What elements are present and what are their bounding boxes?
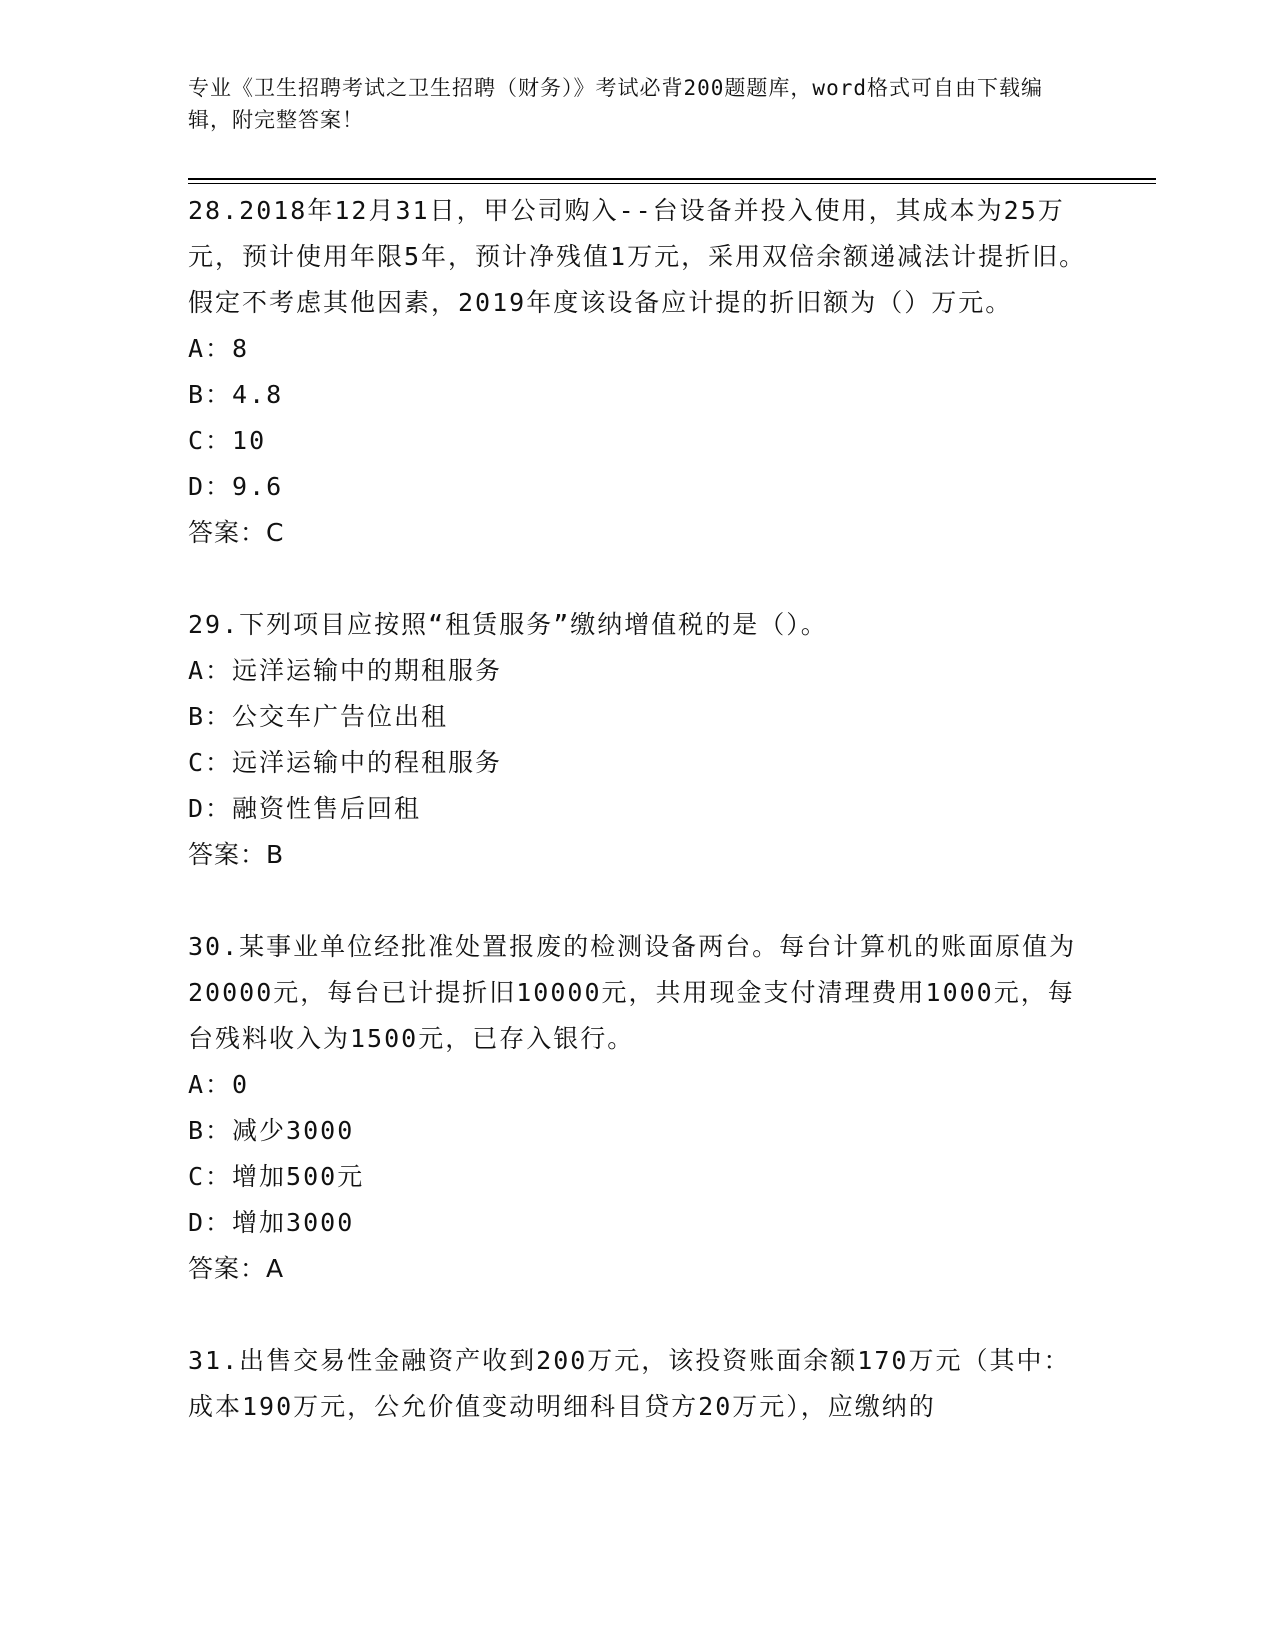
option-b: B：4.8: [188, 380, 284, 409]
spacer: [188, 556, 1088, 602]
option-a: A：0: [188, 1070, 250, 1099]
option-d: D：融资性售后回租: [188, 794, 422, 823]
question-list: [188, 188, 1088, 1430]
question-28: [188, 188, 1088, 556]
header-divider-thin: [188, 183, 1156, 184]
answer: 答案：B: [188, 840, 285, 869]
option-d: D：增加3000: [188, 1208, 355, 1237]
option-c: C：远洋运输中的程租服务: [188, 748, 503, 777]
option-b: B：公交车广告位出租: [188, 702, 449, 731]
question-stem: 29.下列项目应按照“租赁服务”缴纳增值税的是（）。: [188, 610, 828, 639]
option-a: A：8: [188, 334, 250, 363]
question-stem: 28.2018年12月31日，甲公司购入--台设备并投入使用，其成本为25万元，预计使用年限5年，预计净残值1万元，采用双倍余额递减法计提折旧。假定不考虑其他因素，2019年度该设备应计提的折旧额为（）万元。: [188, 196, 1087, 317]
question-31: [188, 1338, 1088, 1430]
answer: 答案：A: [188, 1254, 285, 1283]
option-a: A：远洋运输中的期租服务: [188, 656, 503, 685]
document-header: 专业《卫生招聘考试之卫生招聘（财务）》考试必背200题题库，word格式可自由下载编辑，附完整答案！: [188, 76, 1043, 132]
question-29: [188, 602, 1088, 878]
answer: 答案：C: [188, 518, 285, 547]
question-stem: 31.出售交易性金融资产收到200万元，该投资账面余额170万元（其中：成本190万元，公允价值变动明细科目贷方20万元），应缴纳的: [188, 1346, 1071, 1421]
question-stem: 30.某事业单位经批准处置报废的检测设备两台。每台计算机的账面原值为20000元，每台已计提折旧10000元，共用现金支付清理费用1000元，每台残料收入为1500元，已存入银行。: [188, 932, 1077, 1053]
option-d: D：9.6: [188, 472, 284, 501]
option-c: C：增加500元: [188, 1162, 365, 1191]
spacer: [188, 1292, 1088, 1338]
question-30: [188, 924, 1088, 1292]
spacer: [188, 878, 1088, 924]
option-b: B：减少3000: [188, 1116, 355, 1145]
header-divider-thick: [188, 178, 1156, 180]
option-c: C：10: [188, 426, 267, 455]
